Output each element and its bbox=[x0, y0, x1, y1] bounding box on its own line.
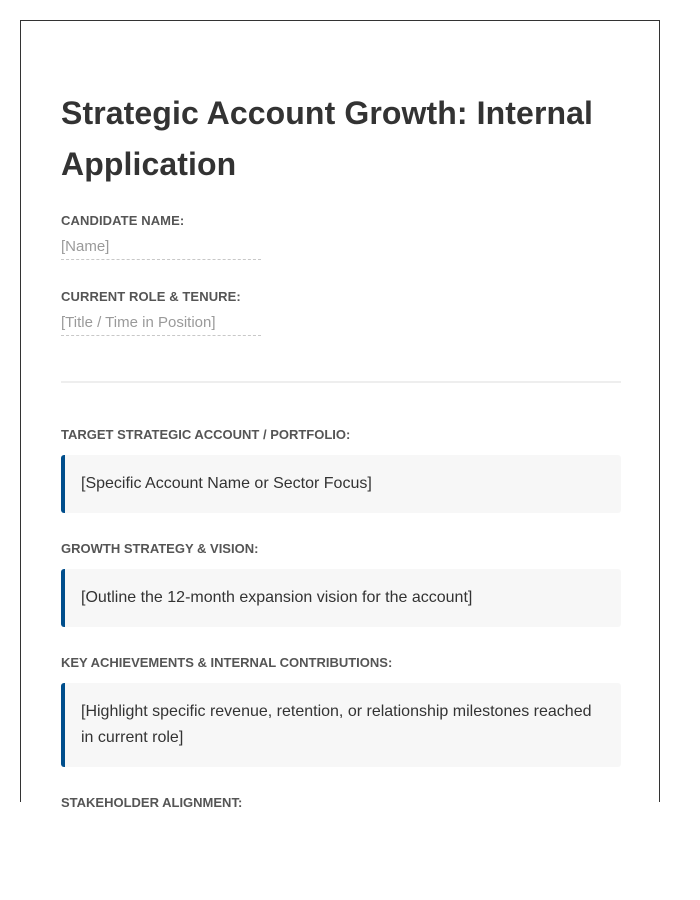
candidate-name-input[interactable]: [Name] bbox=[61, 237, 261, 260]
section-divider bbox=[61, 381, 621, 383]
candidate-name-label: CANDIDATE NAME: bbox=[61, 213, 185, 228]
key-achievements-section bbox=[61, 655, 621, 767]
growth-strategy-section bbox=[61, 541, 621, 627]
current-role-field bbox=[61, 289, 621, 336]
target-account-callout[interactable]: [Specific Account Name or Sector Focus] bbox=[61, 455, 621, 513]
current-role-label: CURRENT ROLE & TENURE: bbox=[61, 289, 241, 304]
current-role-input[interactable]: [Title / Time in Position] bbox=[61, 313, 261, 336]
document-title: Strategic Account Growth: Internal Application bbox=[61, 95, 594, 182]
stakeholder-alignment-label: STAKEHOLDER ALIGNMENT: bbox=[61, 795, 243, 810]
target-account-section bbox=[61, 427, 621, 513]
growth-strategy-label: GROWTH STRATEGY & VISION: bbox=[61, 541, 259, 556]
candidate-name-field bbox=[61, 213, 621, 260]
key-achievements-label: KEY ACHIEVEMENTS & INTERNAL CONTRIBUTIONS: bbox=[61, 655, 393, 670]
target-account-label: TARGET STRATEGIC ACCOUNT / PORTFOLIO: bbox=[61, 427, 351, 442]
document-page bbox=[20, 20, 660, 810]
key-achievements-callout[interactable]: [Highlight specific revenue, retention, or relationship milestones reached in current role] bbox=[61, 683, 621, 767]
document-content bbox=[61, 88, 621, 811]
stakeholder-alignment-section bbox=[61, 795, 621, 811]
growth-strategy-callout[interactable]: [Outline the 12-month expansion vision for the account] bbox=[61, 569, 621, 627]
